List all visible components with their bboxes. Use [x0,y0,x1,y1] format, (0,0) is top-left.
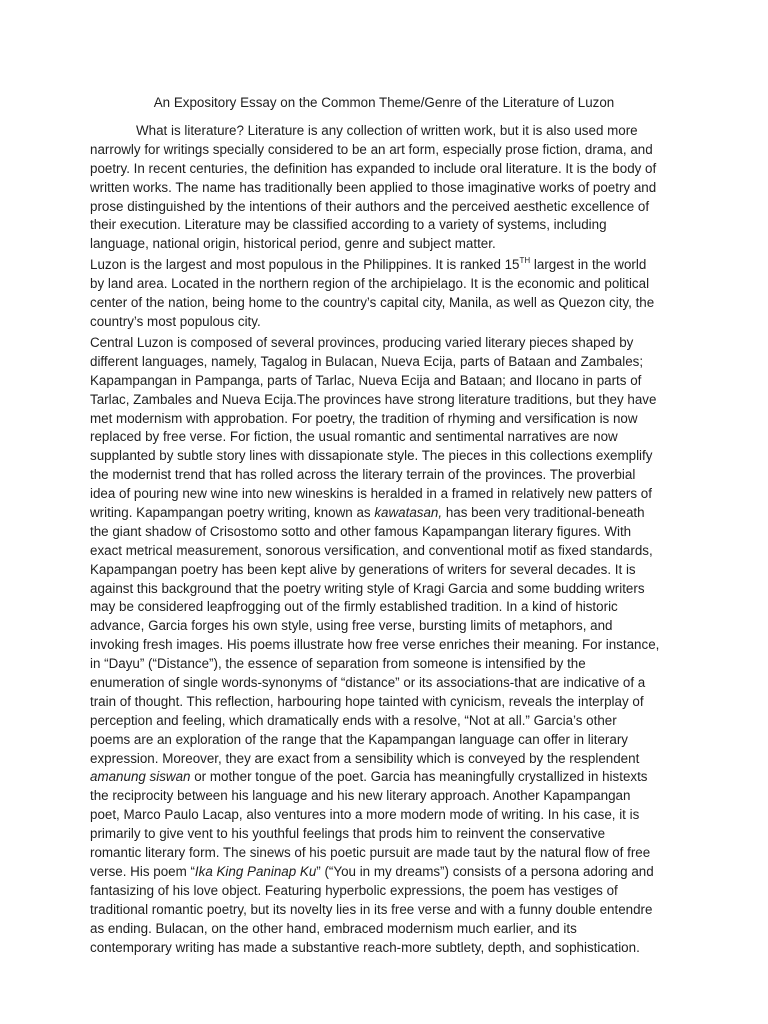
text-line: idea of pouring new wine into new wineskins is heralded in a framed in relatively new patters of [90,486,652,502]
text-run: largest in the world [530,257,647,272]
text-run: has been very traditional-beneath [442,505,645,521]
italic-title: Ika King Paninap Ku [194,863,317,879]
text-line: invoking fresh images. His poems illustrate how free verse enriches their meaning. For instance, [90,637,660,653]
text-line: by land area. Located in the northern region of the archipielago. It is the economic and political [90,275,650,291]
text-line: center of the nation, being home to the country’s capital city, Manila, as well as Quezon city, the [90,294,655,310]
text-line: contemporary writing has made a substantive reach-more subtlety, depth, and sophistication. [90,939,640,955]
text-run: Luzon is the largest and most populous in the Philippines. It is ranked 15 [90,257,520,272]
text-line: exact metrical measurement, sonorous versification, and conventional motif as fixed standards, [90,542,653,558]
text-line: the reciprocity between his language and his new literary approach. Another Kapampangan [90,788,631,804]
text-run: or mother tongue of the poet. Garcia has meaningfully crystallized in histexts [190,769,648,785]
text-line: met modernism with approbation. For poetry, the tradition of rhyming and versification is now [90,410,638,426]
paragraph-literature-definition [90,122,680,254]
text-line: perception and feeling, which dramatically ends with a resolve, “Not at all.” Garcia’s other [90,712,617,728]
text-line: the modernist trend that has rolled across the literary terrain of the provinces. The proverbial [90,467,636,483]
text-line: expression. Moreover, they are exact from a sensibility which is conveyed by the resplendent [90,750,640,766]
text-line: country’s most populous city. [90,313,261,329]
text-line: different languages, namely, Tagalog in Bulacan, Nueva Ecija, parts of Bataan and Zambales; [90,353,644,369]
text-line: written works. The name has traditionally been applied to those imaginative works of poetry and [90,179,657,195]
italic-term: kawatasan, [374,505,443,521]
text-line: narrowly for writings specially considered to be an art form, especially prose fiction, drama, and [90,141,653,157]
text-run: ” (“You in my dreams”) consists of a persona adoring and [316,863,654,879]
text-line: poetry. In recent centuries, the definition has expanded to include oral literature. It is the body of [90,160,657,176]
text-line: may be considered leapfrogging out of the firmly established tradition. In a kind of historic [90,599,618,615]
ordinal-superscript: TH [519,256,531,265]
text-line [90,768,680,787]
text-line: as ending. Bulacan, on the other hand, embraced modernism much earlier, and its [90,920,577,936]
text-line: romantic literary form. The sinews of his poetic pursuit are made taut by the natural flow of free [90,845,651,861]
text-line: enumeration of single words-synonyms of “distance” or its associations-that are indicative of a [90,675,646,691]
text-line: primarily to give vent to his youthful feelings that prods him to reinvent the conservative [90,826,606,842]
text-line: poems are an exploration of the range that the Kapampangan language can offer in literary [90,731,628,747]
text-line: What is literature? Literature is any collection of written work, but it is also used more [136,123,638,138]
text-line [90,504,680,523]
text-line [90,863,680,882]
text-line: Central Luzon is composed of several provinces, producing varied literary pieces shaped by [90,335,634,350]
text-line: fantasizing of his love object. Featuring hyperbolic expressions, the poem has vestiges of [90,882,618,898]
text-line: supplanted by subtle story lines with dissapionate style. The pieces in this collections exemplify [90,448,653,464]
text-line: their execution. Literature may be classified according to a variety of systems, including [90,217,607,233]
essay-title: An Expository Essay on the Common Theme/Genre of the Literature of Luzon [153,95,615,110]
text-line: the giant shadow of Crisostomo sotto and other famous Kapampangan literary figures. With [90,523,632,539]
text-line: Kapampangan in Pampanga, parts of Tarlac, Nueva Ecija and Bataan; and Ilocano in parts of [90,372,642,388]
text-line: in “Dayu” (“Distance”), the essence of separation from someone is intensified by the [90,656,586,672]
paragraph-luzon-overview [90,256,680,332]
text-line: prose distinguished by the intentions of their authors and the perceived aesthetic excellence of [90,198,650,214]
text-run: verse. His poem “ [90,863,195,879]
text-run: writing. Kapampangan poetry writing, known as [90,505,375,521]
text-line: Kapampangan poetry has been kept alive by generations of writers for several decades. It is [90,561,636,577]
text-line: traditional romantic poetry, but its novelty lies in its free verse and with a funny double entendre [90,901,653,917]
paragraph-central-luzon [90,334,680,957]
text-line: advance, Garcia forges his own style, using free verse, bursting limits of metaphors, and [90,618,613,634]
text-line: poet, Marco Paulo Lacap, also ventures into a more modern mode of writing. In his case, it is [90,807,640,823]
italic-term: amanung siswan [90,769,191,785]
text-line: train of thought. This reflection, harbouring hope tainted with cynicism, reveals the interplay of [90,693,644,709]
text-line: Tarlac, Zambales and Nueva Ecija.The provinces have strong literature traditions, but they have [90,391,657,407]
text-line: replaced by free verse. For fiction, the usual romantic and sentimental narratives are now [90,429,618,445]
text-line: language, national origin, historical period, genre and subject matter. [90,236,496,252]
text-line [90,256,680,275]
text-line: against this background that the poetry writing style of Kragi Garcia and some budding writers [90,580,645,596]
